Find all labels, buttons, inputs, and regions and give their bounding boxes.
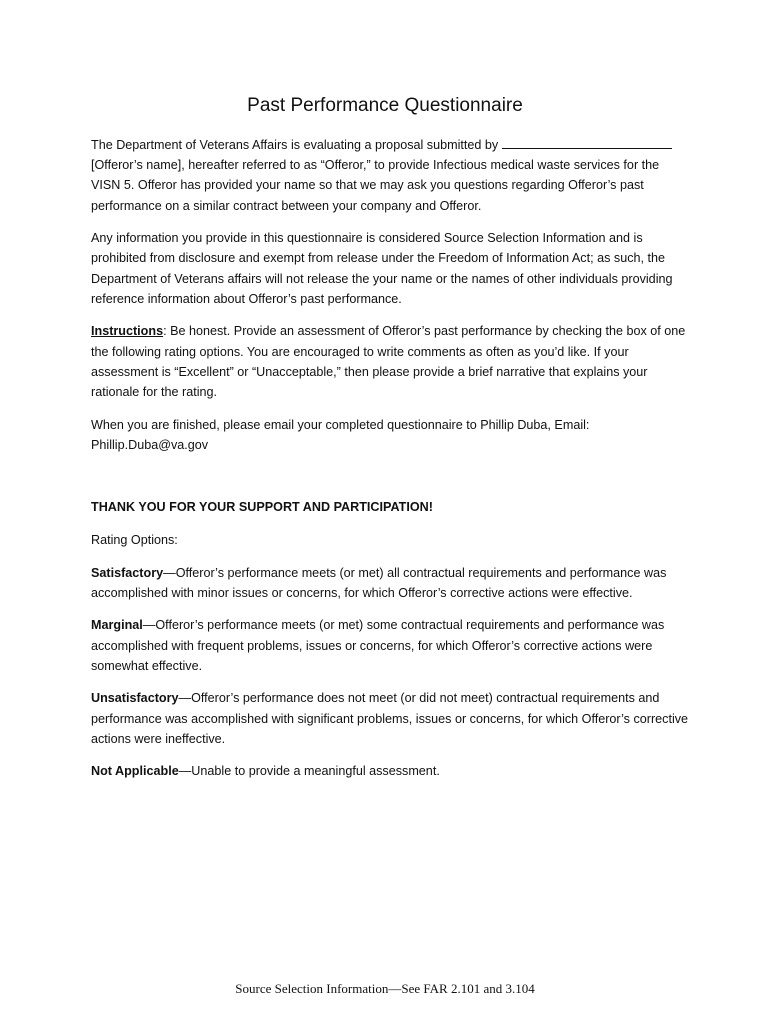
rating-options-label: Rating Options: xyxy=(91,533,178,547)
rating-desc: —Offeror’s performance does not meet (or did not meet) contractual requirements and performance was accomplished with significant problems, issues or concerns, for which Offeror’s corrective actions were ineffective. xyxy=(91,691,689,746)
rating-satisfactory xyxy=(91,563,691,603)
page-footer: Source Selection Information—See FAR 2.101 and 3.104 xyxy=(235,981,535,996)
document-body xyxy=(91,135,691,794)
instructions-text: : Be honest. Provide an assessment of Offeror’s past performance by checking the box of one the following rating options. You are encouraged to write comments as often as you’d like. If your assessment is “Excellent” or “Unacceptable,” then please provide a brief narrative that explains your rationale for the rating. xyxy=(91,324,686,400)
section-spacer xyxy=(91,467,691,497)
intro-line1: The Department of Veterans Affairs is evaluating a proposal submitted by xyxy=(91,138,499,152)
rating-not-applicable xyxy=(91,761,691,781)
intro-paragraph xyxy=(91,135,691,216)
rating-term: Not Applicable xyxy=(91,764,179,779)
thanks-heading: THANK YOU FOR YOUR SUPPORT AND PARTICIPATION! xyxy=(91,500,433,515)
rating-desc: —Unable to provide a meaningful assessment. xyxy=(178,764,440,779)
source-selection-paragraph: Any information you provide in this questionnaire is considered Source Selection Information and is prohibited from disclosure and exempt from release under the Freedom of Information Act; as such, the Department of Veterans affairs will not release the your name or the names of other individuals providing reference information about Offeror’s past performance. xyxy=(91,231,673,306)
rating-term: Unsatisfactory xyxy=(91,691,179,706)
rating-term: Satisfactory xyxy=(91,565,164,580)
rating-unsatisfactory xyxy=(91,688,691,749)
rating-desc: —Offeror’s performance meets (or met) some contractual requirements and performance was accomplished with frequent problems, issues or concerns, for which Offeror’s corrective actions were somewhat effective. xyxy=(91,618,665,673)
rating-marginal xyxy=(91,615,691,676)
rating-term: Marginal xyxy=(91,618,143,633)
rating-desc: —Offeror’s performance meets (or met) all contractual requirements and performance was accomplished with minor issues or concerns, for which Offeror’s corrective actions were effective. xyxy=(91,565,667,600)
instructions-paragraph xyxy=(91,321,691,402)
instructions-label: Instructions xyxy=(91,324,164,339)
email-paragraph xyxy=(91,415,691,455)
page-title: Past Performance Questionnaire xyxy=(247,95,523,116)
email-text: When you are finished, please email your completed questionnaire to Phillip Duba, Email: xyxy=(91,417,590,432)
intro-rest: [Offeror’s name], hereafter referred to as “Offeror,” to provide Infectious medical waste services for the VISN 5. Offeror has provided your name so that we may ask you questions regarding Offeror’s past performance on a similar contract between your company and Offeror. xyxy=(91,158,660,213)
email-address: Phillip.Duba@va.gov xyxy=(91,437,209,452)
offeror-name-blank xyxy=(502,137,672,149)
